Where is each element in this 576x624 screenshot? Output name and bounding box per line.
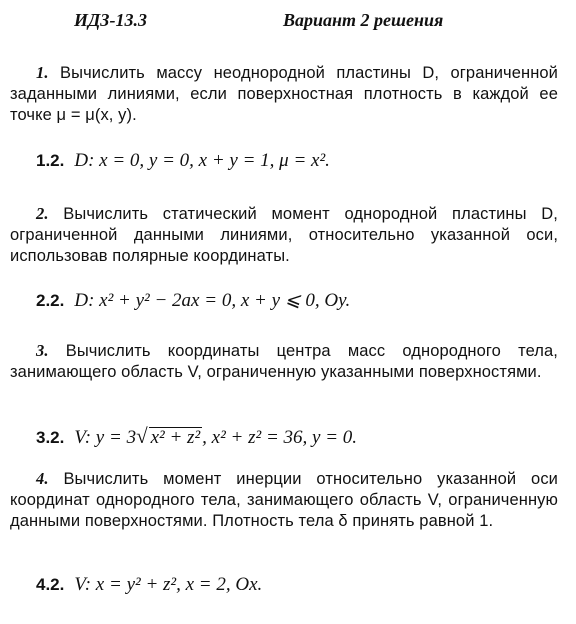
radical-sign: √ xyxy=(136,424,148,448)
variant-title: Вариант 2 решения xyxy=(283,10,444,30)
task-1-formula-text: D: x = 0, y = 0, x + y = 1, μ = x². xyxy=(74,150,330,171)
task-2-text: Вычислить статический момент однородной пластины D, ограниченной данными линиями, относительно указанной оси, использовав полярные координаты. xyxy=(10,205,558,265)
task-1-formula-number: 1.2. xyxy=(36,151,65,170)
task-3-statement xyxy=(10,340,558,383)
task-2-number: 2. xyxy=(36,204,49,223)
task-3-number: 3. xyxy=(36,341,49,360)
task-4-formula-number: 4.2. xyxy=(36,575,65,594)
task-1-statement xyxy=(10,62,558,126)
task-2-statement xyxy=(10,203,558,267)
task-4-text: Вычислить момент инерции относительно указанной оси координат однородного тела, занимающего область V, ограниченную данными поверхностями. Плотность тела δ принять равной 1. xyxy=(10,470,558,530)
assignment-code: ИДЗ-13.3 xyxy=(74,10,147,30)
page-header xyxy=(0,10,576,38)
task-2-formula-text: D: x² + y² − 2ax = 0, x + y ⩽ 0, Oy. xyxy=(74,290,351,311)
task-3-formula-start: V: y = 3 xyxy=(74,427,137,448)
task-4-formula-text: V: x = y² + z², x = 2, Ox. xyxy=(74,574,263,595)
task-1-text: Вычислить массу неоднородной пластины D, ограниченной заданными линиями, если поверхностная плотность в каждой ее точке μ = μ(x, y). xyxy=(10,64,559,124)
task-4-formula xyxy=(36,574,262,596)
task-3-text: Вычислить координаты центра масс однородного тела, занимающего область V, ограниченную указанными поверхностями. xyxy=(10,342,558,381)
task-4-statement xyxy=(10,468,558,532)
task-1-formula xyxy=(36,150,330,172)
task-3-formula-number: 3.2. xyxy=(36,428,65,447)
task-3-radicand: x² + z² xyxy=(150,427,201,448)
task-3-formula-end: , x² + z² = 36, y = 0. xyxy=(202,427,358,448)
task-2-formula-number: 2.2. xyxy=(36,291,65,310)
task-3-formula xyxy=(36,424,357,449)
task-2-formula xyxy=(36,289,350,312)
task-4-number: 4. xyxy=(36,469,49,488)
task-1-number: 1. xyxy=(36,63,49,82)
